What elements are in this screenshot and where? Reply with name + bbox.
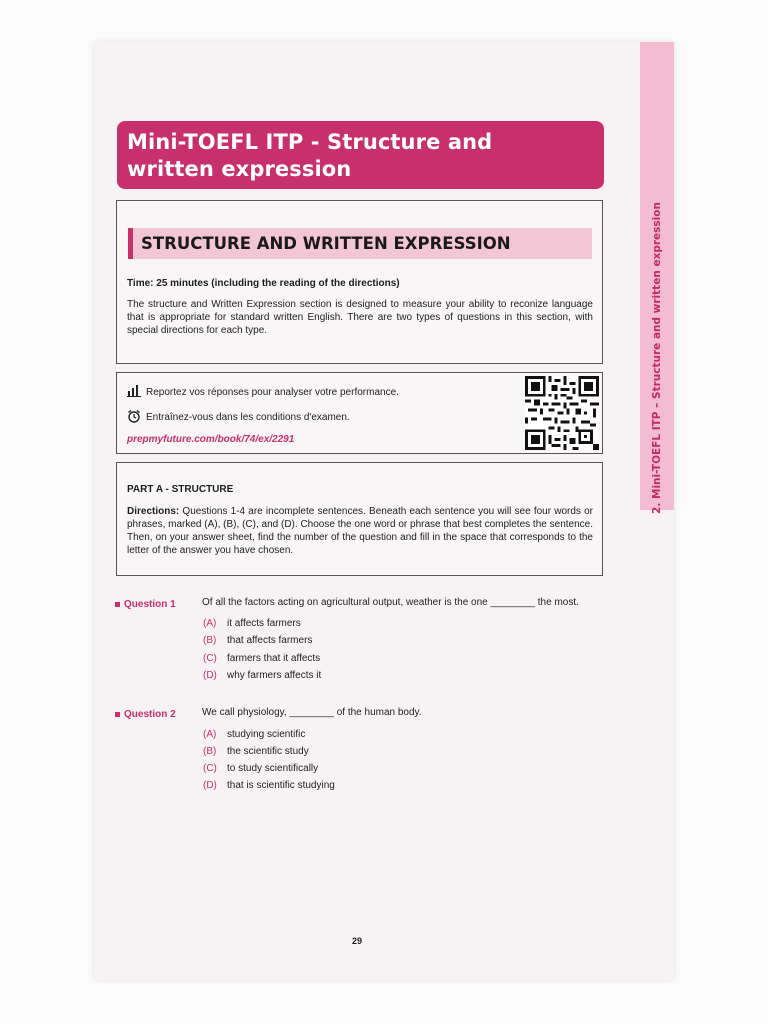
- question-2-option-a[interactable]: (A) studying scientific: [203, 729, 306, 740]
- question-1-label: Question 1: [115, 599, 176, 610]
- section-heading-bar: [128, 228, 592, 259]
- question-2-stem: We call physiology, ________ of the human body.: [202, 707, 422, 718]
- question-2-option-c[interactable]: (C) to study scientifically: [203, 763, 319, 774]
- promo-line-analyse: [127, 384, 399, 400]
- chapter-title-line-2: written expression: [127, 157, 352, 181]
- question-1-stem: Of all the factors acting on agricultural output, weather is the one ________ the most.: [202, 597, 579, 608]
- bullet-square-icon: [115, 602, 120, 607]
- part-title: PART A - STRUCTURE: [127, 484, 234, 495]
- chapter-title-banner: [117, 121, 604, 189]
- question-2-option-b[interactable]: (B) the scientific study: [203, 746, 309, 757]
- chapter-side-tab-label: 2. Mini-TOEFL ITP – Structure and written expression: [651, 202, 663, 514]
- question-1-option-c[interactable]: (C) farmers that it affects: [203, 653, 321, 664]
- promo-line-train: [127, 409, 350, 426]
- directions-label: Directions:: [127, 506, 180, 517]
- question-2-label: Question 2: [115, 709, 176, 720]
- promo-text-analyse: Reportez vos réponses pour analyser votre performance.: [146, 386, 399, 398]
- alarm-clock-icon: [127, 409, 143, 426]
- practice-link[interactable]: prepmyfuture.com/book/74/ex/2291: [127, 434, 295, 445]
- page-number: 29: [352, 936, 363, 946]
- section-description: The structure and Written Expression section is designed to measure your ability to reconize language that is appropriate for standard written English. There are two types of questions in this section, with special directions for each type.: [127, 299, 593, 336]
- section-title: STRUCTURE AND WRITTEN EXPRESSION: [141, 234, 511, 253]
- part-directions: [127, 505, 593, 557]
- time-limit: Time: 25 minutes (including the reading of the directions): [127, 278, 400, 289]
- directions-text: Questions 1-4 are incomplete sentences. Beneath each sentence you will see four words or phrases, marked (A), (B), (C), and (D). Choose the one word or phrase that best completes the sentence. Then, on your answer sheet, find the number of the question and fill in the space that corresponds to the letter of the answer you have chosen.: [127, 506, 593, 556]
- bar-chart-icon: [127, 384, 143, 400]
- question-1-option-d[interactable]: (D) why farmers affects it: [203, 670, 322, 681]
- question-1-option-b[interactable]: (B) that affects farmers: [203, 635, 313, 646]
- qr-code[interactable]: [524, 376, 600, 450]
- bullet-square-icon: [115, 712, 120, 717]
- question-1-option-a[interactable]: (A) it affects farmers: [203, 618, 301, 629]
- promo-text-train: Entraînez-vous dans les conditions d'examen.: [146, 412, 350, 423]
- chapter-title-line-1: Mini-TOEFL ITP - Structure and: [127, 130, 493, 154]
- question-2-option-d[interactable]: (D) that is scientific studying: [203, 780, 335, 791]
